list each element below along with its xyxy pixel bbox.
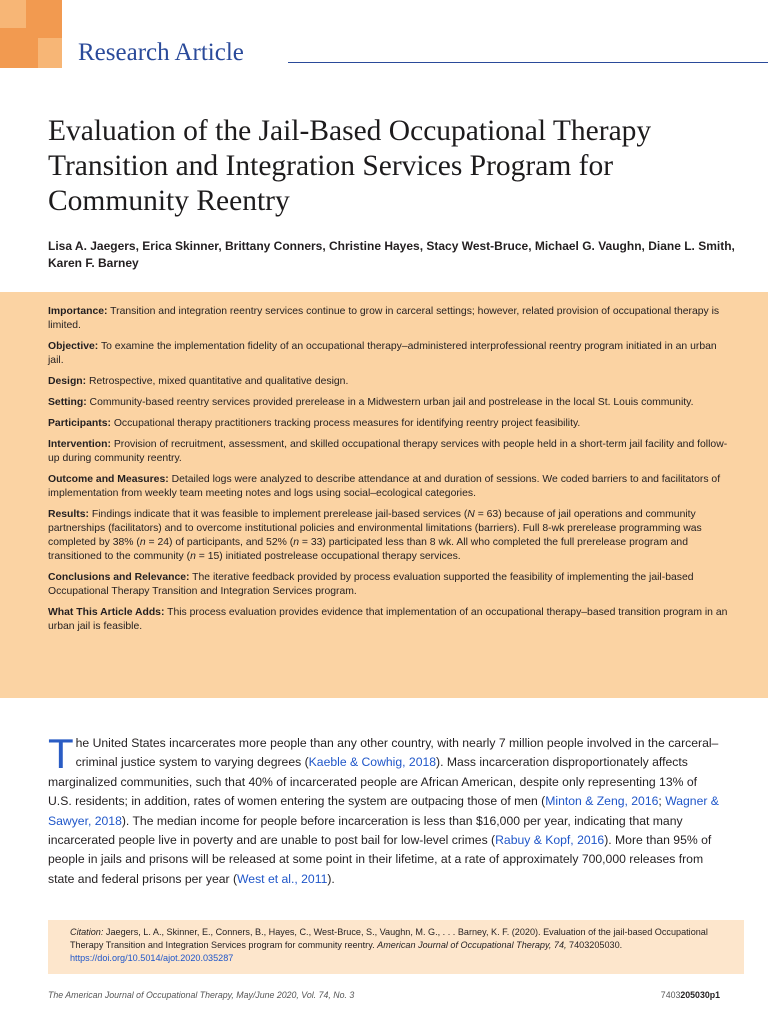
- abstract-outcome: [48, 473, 728, 501]
- abstract-text: = 24) of participants, and 52% (: [145, 537, 294, 548]
- abstract-text: The iterative feedback provided by process evaluation supported the feasibility of implementing the jail-based Occupational Therapy Transition and Integration Services program.: [48, 572, 694, 597]
- abstract-label: Outcome and Measures:: [48, 474, 169, 485]
- sample-size-symbol: N: [467, 509, 475, 520]
- abstract-label: What This Article Adds:: [48, 607, 165, 618]
- body-text: he United States incarcerates more people than any other country, with nearly 7 million people involved in the carceral–criminal justice system to varying degrees (: [75, 736, 719, 770]
- abstract-label: Objective:: [48, 341, 99, 352]
- abstract-results: [48, 508, 728, 564]
- abstract-article-adds: [48, 606, 728, 634]
- abstract-text: This process evaluation provides evidence that implementation of an occupational therapy–based transition program in an urban jail is feasible.: [48, 607, 728, 632]
- body-text: ). The median income for people before incarceration is less than $16,000 per year, indicating that many incarcerated people live in poverty and are unable to post bail for low-level crimes (: [48, 813, 683, 848]
- article-title: Evaluation of the Jail-Based Occupational Therapy Transition and Integration Services Program for Community Reentry: [48, 115, 652, 217]
- citation-journal: American Journal of Occupational Therapy, 74,: [377, 940, 567, 950]
- header-divider: [288, 62, 768, 63]
- page-number: [661, 990, 720, 1000]
- page-number-suffix: 205030p1: [680, 990, 720, 1000]
- abstract-text: Community-based reentry services provided prerelease in a Midwestern urban jail and postrelease in the local St. Louis community.: [86, 397, 694, 408]
- abstract-participants: [48, 417, 728, 431]
- abstract-label: Setting:: [48, 397, 87, 408]
- abstract-box: [0, 292, 768, 698]
- body-text: ). More than 95% of people in jails and prisons will be released at some point in their lifetime, at a rate of approximately 700,000 releases from state and federal prisons per year (: [48, 833, 712, 886]
- abstract-text: = 63) because of jail operations and community partnerships (facilitators) and to overcome institutional policies and environmental limitations (barriers). Full 8-wk prerelease programming was completed by 38% (: [48, 509, 702, 548]
- body-text: ;: [658, 794, 666, 809]
- abstract-label: Design:: [48, 376, 87, 387]
- journal-corner-logo: [0, 0, 62, 68]
- section-label: Research Article: [78, 39, 244, 66]
- reference-link[interactable]: Kaeble & Cowhig, 2018: [308, 755, 437, 770]
- citation-box: [48, 920, 744, 974]
- abstract-conclusions: [48, 571, 728, 599]
- sample-size-symbol: n: [190, 551, 196, 562]
- abstract-text: Provision of recruitment, assessment, and skilled occupational therapy services with people held in a short-term jail facility and follow-up during community reentry.: [48, 439, 728, 464]
- author-list: Lisa A. Jaegers, Erica Skinner, Brittany Conners, Christine Hayes, Stacy West-Bruce, Michael G. Vaughn, Diane L. Smith, Karen F. Barney: [48, 239, 735, 270]
- abstract-label: Results:: [48, 509, 89, 520]
- abstract-intervention: [48, 438, 728, 466]
- abstract-label: Importance:: [48, 306, 108, 317]
- abstract-text: Findings indicate that it was feasible to implement prerelease jail-based services (: [89, 509, 468, 520]
- abstract-text: Occupational therapy practitioners tracking process measures for identifying reentry project feasibility.: [110, 418, 581, 429]
- abstract-objective: [48, 340, 728, 368]
- doi-link[interactable]: https://doi.org/10.5014/ajot.2020.035287: [70, 953, 234, 963]
- citation-text: Jaegers, L. A., Skinner, E., Conners, B., Hayes, C., West-Bruce, S., Vaughn, M. G., . . . Barney, K. F. (2020). Evaluation of the jail-based Occupational Therapy Transition and Integration Services program for community reentry.: [70, 927, 708, 950]
- abstract-importance: [48, 305, 728, 333]
- abstract-text: = 15) initiated postrelease occupational therapy services.: [195, 551, 461, 562]
- abstract-label: Conclusions and Relevance:: [48, 572, 190, 583]
- reference-link[interactable]: Wagner & Sawyer, 2018: [48, 794, 719, 828]
- abstract-label: Intervention:: [48, 439, 111, 450]
- citation-label: Citation:: [70, 927, 104, 937]
- reference-link[interactable]: West et al., 2011: [237, 871, 328, 886]
- drop-cap: T: [48, 730, 74, 777]
- reference-link[interactable]: Rabuy & Kopf, 2016: [495, 833, 605, 848]
- abstract-design: [48, 375, 728, 389]
- abstract-text: Transition and integration reentry services continue to grow in carceral settings; however, related provision of occupational therapy is limited.: [48, 306, 720, 331]
- abstract-label: Participants:: [48, 418, 111, 429]
- citation-pages: 7403205030.: [566, 940, 623, 950]
- reference-link[interactable]: Minton & Zeng, 2016: [545, 794, 659, 809]
- abstract-text: To examine the implementation fidelity of an occupational therapy–administered interprofessional reentry program initiated in an urban jail.: [48, 341, 717, 366]
- sample-size-symbol: n: [139, 537, 146, 548]
- intro-paragraph: [48, 730, 720, 889]
- page-number-prefix: 7403: [660, 990, 681, 1000]
- abstract-text: = 33) participated less than 8 wk. All who completed the full prerelease program and transitioned to the community (: [48, 537, 688, 562]
- body-text: ).: [327, 871, 335, 886]
- journal-footer: The American Journal of Occupational Therapy, May/June 2020, Vol. 74, No. 3: [48, 990, 355, 1000]
- body-text: ). Mass incarceration disproportionately affects marginalized communities, such that 40% of incarcerated people are African American, despite only representing 13% of U.S. residents; in addition, rates of women entering the system are outpacing those of men (: [48, 755, 698, 809]
- abstract-text: Detailed logs were analyzed to describe attendance at and duration of sessions. We coded barriers to and facilitators of implementation from weekly team meeting notes and logs using social–ecological categories.: [48, 474, 721, 499]
- abstract-setting: [48, 396, 728, 410]
- abstract-text: Retrospective, mixed quantitative and qualitative design.: [86, 376, 349, 387]
- sample-size-symbol: n: [293, 537, 299, 548]
